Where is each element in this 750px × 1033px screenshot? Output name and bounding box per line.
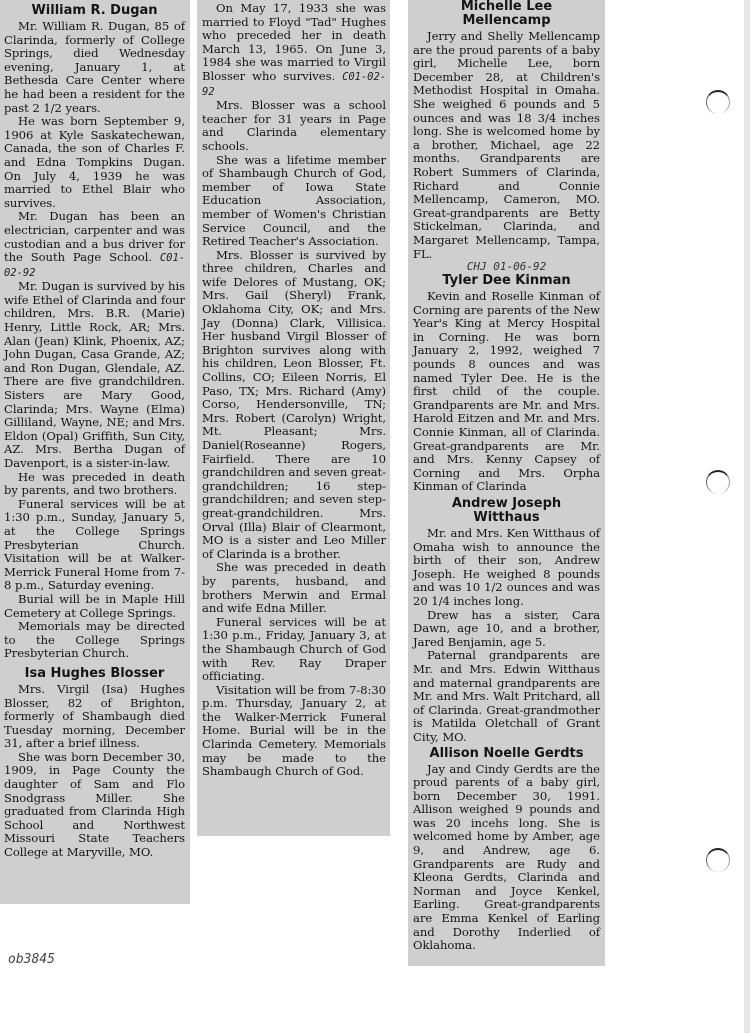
dugan-paragraph-2: He was born September 9, 1906 at Kyle Saskatechewan, Canada, the son of Charles F. and Edna Tompkins Dugan. On July 4, 1939 he was married to Ethel Blair who survives. xyxy=(4,114,185,210)
dugan-paragraph-3-text: Mr. Dugan has been an electrician, carpenter and was custodian and a bus driver for the South Page School. xyxy=(4,209,185,265)
blosser-paragraph-1: Mrs. Virgil (Isa) Hughes Blosser, 82 of Brighton, formerly of Shambaugh died Tuesday morning, December 31, after a brief illness. xyxy=(4,681,185,751)
dugan-paragraph-8: Memorials may be directed to the College Springs Presbyterian Church. xyxy=(4,619,185,661)
blosser-paragraph-8: Funeral services will be at 1:30 p.m., Friday, January 3, at the Shambaugh Church of God with Rev. Ray Draper officiating. xyxy=(202,614,386,684)
dugan-paragraph-4: Mr. Dugan is survived by his wife Ethel of Clarinda and four children, Mrs. B.R. (Marie) Henry, Little Rock, AR; Mrs. Alan (Jean) Klink, Phoenix, AZ; John Dugan, Casa Grande, AZ; and Ron Dugan, Glendale, AZ. There are five grandchildren. Sisters are Mary Good, Clarinda; Mrs. Wayne (Elma) Gilliland, Wayne, NE; and Mrs. Eldon (Opal) Griffith, Sun City, AZ. Mrs. Bertha Dugan of Davenport, is a sister-in-law. xyxy=(4,279,185,470)
blosser-paragraph-3 xyxy=(202,2,386,99)
blosser-paragraph-2: She was born December 30, 1909, in Page County the daughter of Sam and Flo Snodgrass Miller. She graduated from Clarinda High School and Northwest Missouri State Teachers College at Maryville, MO. xyxy=(4,749,185,860)
blosser-paragraph-6: Mrs. Blosser is survived by three children, Charles and wife Delores of Mustang, OK; Mrs. Gail (Sheryl) Frank, Oklahoma City, OK; and Mrs. Jay (Donna) Clark, Villisica. Her husband Virgil Blosser of Brighton survives along with his children, Leon Blosser, Ft. Collins, CO; Eileen Norris, El Paso, TX; Mrs. Richard (Amy) Corso, Hendersonville, TN; Mrs. Robert (Carolyn) Wright, Mt. Pleasant; Mrs. Daniel(Roseanne) Rogers, Fairfield. There are 10 grandchildren and seven great-grandchildren; 16 step-grandchildren; and seven step-great-grandchildren. Mrs. Orval (Illa) Blair of Clearmont, MO is a sister and Leo Miller of Clarinda is a brother. xyxy=(202,247,386,561)
blosser-heading: Isa Hughes Blosser xyxy=(24,665,165,681)
dugan-paragraph-1: Mr. William R. Dugan, 85 of Clarinda, formerly of College Springs, died Wednesday evening, January 1, at Bethesda Care Center where he had been a resident for the past 2 1/2 years. xyxy=(4,19,185,115)
dugan-paragraph-5: He was preceded in death by parents, and two brothers. xyxy=(4,469,185,498)
clipping-blosser-continued xyxy=(197,0,390,836)
mellencamp-heading: Michelle Lee Mellencamp xyxy=(460,0,553,28)
blosser-paragraph-9: Visitation will be from 7-8:30 p.m. Thursday, January 2, at the Walker-Merrick Funeral Home. Burial will be in the Clarinda Cemetery. Memorials may be made to the Shambaugh Church of God. xyxy=(202,682,386,779)
filing-number: ob3845 xyxy=(8,952,55,967)
witthaus-paragraph-1: Mr. and Mrs. Ken Witthaus of Omaha wish to announce the birth of their son, Andrew Joseph. He weighed 8 pounds and was 10 1/2 ounces and was 20 1/4 inches long. xyxy=(413,526,600,608)
witthaus-paragraph-3: Paternal grandparents are Mr. and Mrs. Edwin Witthaus and maternal grandparents are Mr. and Mrs. Walt Pritchard, all of Clarinda. Great-grandmother is Matilda Oletchall of Grant City, MO. xyxy=(413,648,600,744)
blosser-paragraph-4: Mrs. Blosser was a school teacher for 31 years in Page and Clarinda elementary schools. xyxy=(202,98,386,153)
kinman-paragraph: Kevin and Roselle Kinman of Corning are parents of the New Year's King at Mercy Hospital in Corning. He was born January 2, 1992, weighed 7 pounds 8 ounces and was named Tyler Dee. He is the first child of the couple. Grandparents are Mr. and Mrs. Harold Eitzen and Mr. and Mrs. Connie Kinman, all of Clarinda. Great-grandparents are Mr. and Mrs. Kenny Capsey of Corning and Mrs. Orpha Kinman of Clarinda xyxy=(413,289,600,494)
page-edge xyxy=(744,0,750,1033)
witthaus-paragraph-2: Drew has a sister, Cara Dawn, age 10, and a brother, Jared Benjamin, age 5. xyxy=(413,607,600,649)
dugan-paragraph-7: Burial will be in Maple Hill Cemetery at College Springs. xyxy=(4,591,185,620)
birth-date-note: CHJ 01-06-92 xyxy=(466,260,547,274)
blosser-paragraph-5: She was a lifetime member of Shambaugh Church of God, member of Iowa State Education Association, member of Women's Christian Service Council, and the Retired Teacher's Association. xyxy=(202,152,386,249)
dugan-paragraph-6: Funeral services will be at 1:30 p.m., Sunday, January 5, at the College Springs Presbyterian Church. Visitation will be at Walker-Merrick Funeral Home from 7-8 p.m., Saturday evening. xyxy=(4,496,185,593)
dugan-heading: William R. Dugan xyxy=(31,3,158,18)
mellencamp-paragraph: Jerry and Shelly Mellencamp are the proud parents of a baby girl, Michelle Lee, born December 28, at Children's Methodist Hospital in Omaha. She weighed 6 pounds and 5 ounces and was 18 3/4 inches long. She is welcomed home by a brother, Michael, age 22 months. Grandparents are Robert Summers of Clarinda, Richard and Connie Mellencamp, Cameron, MO. Great-grandparents are Betty Stickelman, Clarinda, and Margaret Mellencamp, Tampa, FL. xyxy=(413,29,600,261)
dugan-date-note: C01-02-92 xyxy=(4,252,185,279)
blosser-date-note: C01-02-92 xyxy=(202,70,386,98)
punch-hole-bottom xyxy=(706,848,730,872)
kinman-heading: Tyler Dee Kinman xyxy=(442,273,571,289)
blosser-paragraph-7: She was preceded in death by parents, husband, and brothers Merwin and Ermal and wife Edna Miller. xyxy=(202,560,386,616)
gerdts-heading: Allison Noelle Gerdts xyxy=(429,745,584,761)
blosser-paragraph-3-text: On May 17, 1933 she was married to Floyd "Tad" Hughes who preceded her in death March 13, 1965. On June 3, 1984 she was married to Virgil Blosser who survives. xyxy=(202,1,386,83)
dugan-paragraph-3 xyxy=(4,210,185,280)
clipping-birth-announcements xyxy=(408,0,605,966)
punch-hole-top xyxy=(706,90,730,114)
witthaus-heading: Andrew Joseph Witthaus xyxy=(451,496,562,525)
punch-hole-middle xyxy=(706,470,730,494)
clipping-dugan-blosser xyxy=(0,0,190,904)
gerdts-paragraph: Jay and Cindy Gerdts are the proud parents of a baby girl, born December 30, 1991. Allison weighed 9 pounds and was 20 incehs long. She is welcomed home by Amber, age 9, and Andrew, age 6. Grandparents are Rudy and Kleona Gerdts, Clarinda and Norman and Joyce Kenkel, Earling. Great-grandparents are Emma Kenkel of Earling and Dorothy Inderlied of Oklahoma. xyxy=(413,761,600,953)
